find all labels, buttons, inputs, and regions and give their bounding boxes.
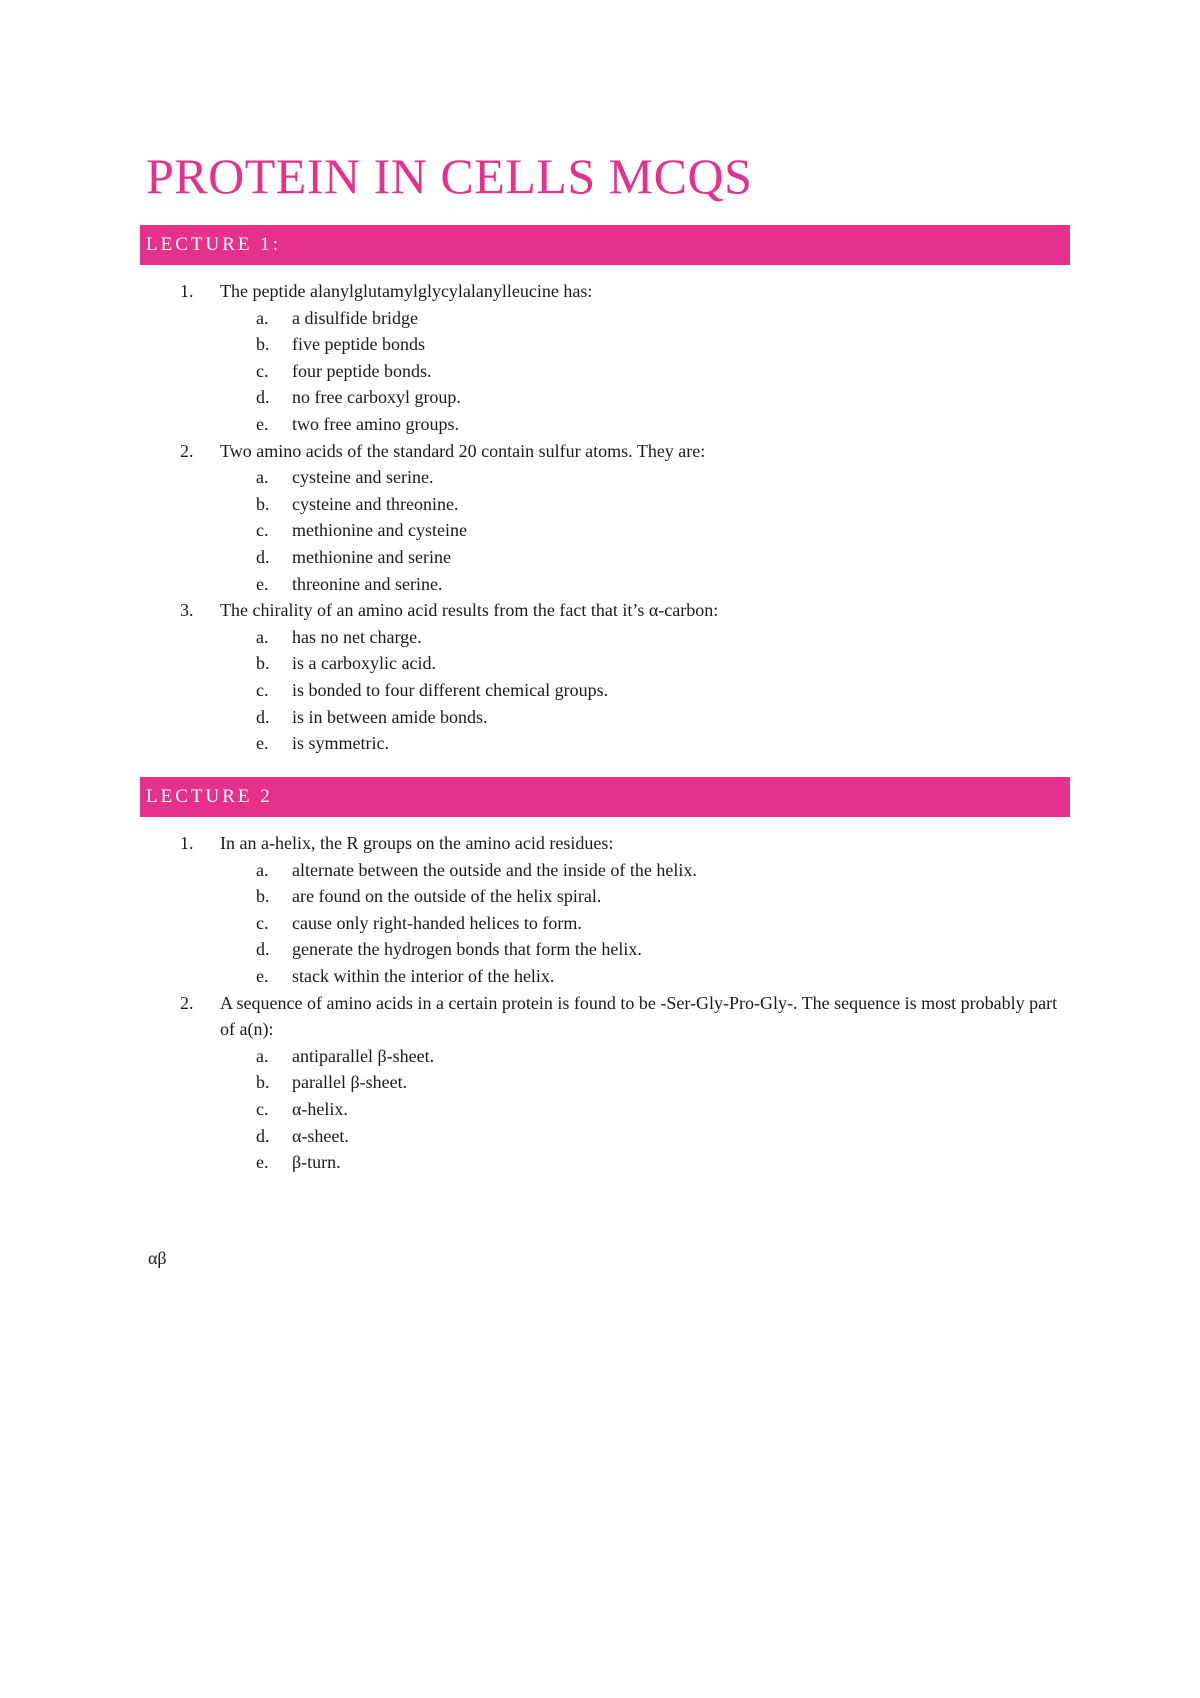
option-item bbox=[140, 963, 1070, 990]
option-letter: d. bbox=[256, 546, 270, 567]
option-item bbox=[140, 464, 1070, 491]
question-text: A sequence of amino acids in a certain protein is found to be -Ser-Gly-Pro-Gly-. The sequence is most probably part of a(n): bbox=[220, 992, 1058, 1040]
section-heading: LECTURE 2 bbox=[140, 777, 1070, 817]
question-item bbox=[140, 597, 1070, 757]
option-list bbox=[140, 857, 1070, 990]
option-item bbox=[140, 331, 1070, 358]
option-text: four peptide bonds. bbox=[292, 360, 432, 381]
section-lecture-2 bbox=[140, 777, 1070, 1176]
option-list bbox=[140, 305, 1070, 438]
option-text: methionine and serine bbox=[292, 546, 451, 567]
question-text: The peptide alanylglutamylglycylalanylleucine has: bbox=[220, 281, 593, 301]
option-text: cause only right-handed helices to form. bbox=[292, 912, 582, 933]
greek-symbols-note: αβ bbox=[148, 1248, 167, 1268]
question-text: In an a-helix, the R groups on the amino acid residues: bbox=[220, 833, 614, 853]
option-item bbox=[140, 857, 1070, 884]
option-text: α-helix. bbox=[292, 1098, 348, 1119]
option-letter: a. bbox=[256, 307, 269, 328]
option-letter: c. bbox=[256, 360, 269, 381]
section-lecture-1 bbox=[140, 225, 1070, 757]
section-heading: LECTURE 1: bbox=[140, 225, 1070, 265]
option-letter: c. bbox=[256, 1098, 269, 1119]
option-letter: e. bbox=[256, 573, 269, 594]
question-number: 2. bbox=[180, 440, 194, 461]
question-text: Two amino acids of the standard 20 contain sulfur atoms. They are: bbox=[220, 440, 706, 461]
option-text: five peptide bonds bbox=[292, 334, 425, 355]
question-item bbox=[140, 830, 1070, 990]
option-text: no free carboxyl group. bbox=[292, 387, 461, 408]
option-text: parallel β-sheet. bbox=[292, 1072, 408, 1093]
option-item bbox=[140, 1123, 1070, 1150]
option-item bbox=[140, 1069, 1070, 1096]
option-item bbox=[140, 910, 1070, 937]
option-letter: c. bbox=[256, 679, 269, 700]
option-letter: d. bbox=[256, 939, 270, 960]
question-number: 1. bbox=[180, 281, 194, 301]
option-item bbox=[140, 305, 1070, 332]
question-number: 2. bbox=[180, 992, 194, 1013]
question-list bbox=[140, 830, 1070, 1176]
option-letter: b. bbox=[256, 1072, 270, 1093]
option-letter: b. bbox=[256, 334, 270, 355]
option-letter: d. bbox=[256, 706, 270, 727]
option-item bbox=[140, 411, 1070, 438]
option-letter: e. bbox=[256, 413, 269, 434]
question-list bbox=[140, 278, 1070, 757]
option-text: stack within the interior of the helix. bbox=[292, 965, 555, 986]
option-item bbox=[140, 1096, 1070, 1123]
question-number: 1. bbox=[180, 833, 194, 853]
option-item bbox=[140, 624, 1070, 651]
page-title: PROTEIN IN CELLS MCQS bbox=[146, 148, 753, 204]
option-letter: a. bbox=[256, 467, 269, 488]
option-text: a disulfide bridge bbox=[292, 307, 418, 328]
option-text: has no net charge. bbox=[292, 626, 422, 647]
option-text: methionine and cysteine bbox=[292, 520, 467, 541]
option-item bbox=[140, 883, 1070, 910]
option-list bbox=[140, 1043, 1070, 1176]
option-text: alternate between the outside and the inside of the helix. bbox=[292, 859, 697, 880]
option-item bbox=[140, 704, 1070, 731]
option-letter: a. bbox=[256, 859, 269, 880]
option-item bbox=[140, 936, 1070, 963]
question-number: 3. bbox=[180, 600, 194, 621]
option-item bbox=[140, 491, 1070, 518]
option-item bbox=[140, 677, 1070, 704]
option-text: β-turn. bbox=[292, 1152, 341, 1173]
option-text: two free amino groups. bbox=[292, 413, 459, 434]
option-letter: c. bbox=[256, 912, 269, 933]
option-text: threonine and serine. bbox=[292, 573, 443, 594]
option-item bbox=[140, 650, 1070, 677]
option-text: antiparallel β-sheet. bbox=[292, 1045, 435, 1066]
option-item bbox=[140, 730, 1070, 757]
option-letter: d. bbox=[256, 1125, 270, 1146]
option-text: is symmetric. bbox=[292, 733, 389, 754]
option-letter: a. bbox=[256, 1045, 269, 1066]
option-letter: e. bbox=[256, 1152, 269, 1173]
option-letter: c. bbox=[256, 520, 269, 541]
option-text: is bonded to four different chemical groups. bbox=[292, 679, 609, 700]
option-letter: e. bbox=[256, 965, 269, 986]
question-text: The chirality of an amino acid results from the fact that it’s α-carbon: bbox=[220, 600, 719, 621]
option-letter: b. bbox=[256, 653, 270, 674]
option-letter: d. bbox=[256, 387, 270, 408]
option-item bbox=[140, 1043, 1070, 1070]
option-letter: e. bbox=[256, 733, 269, 754]
option-text: cysteine and threonine. bbox=[292, 493, 459, 514]
option-text: is a carboxylic acid. bbox=[292, 653, 436, 674]
option-letter: a. bbox=[256, 626, 269, 647]
option-item bbox=[140, 571, 1070, 598]
option-letter: b. bbox=[256, 886, 270, 907]
option-text: generate the hydrogen bonds that form the helix. bbox=[292, 939, 642, 960]
option-list bbox=[140, 464, 1070, 597]
option-text: is in between amide bonds. bbox=[292, 706, 488, 727]
question-item bbox=[140, 278, 1070, 438]
option-item bbox=[140, 358, 1070, 385]
option-item bbox=[140, 544, 1070, 571]
option-text: are found on the outside of the helix spiral. bbox=[292, 886, 602, 907]
question-item bbox=[140, 990, 1070, 1176]
question-item bbox=[140, 438, 1070, 598]
option-letter: b. bbox=[256, 493, 270, 514]
option-item bbox=[140, 517, 1070, 544]
option-item bbox=[140, 1149, 1070, 1176]
option-text: α-sheet. bbox=[292, 1125, 349, 1146]
option-item bbox=[140, 384, 1070, 411]
option-list bbox=[140, 624, 1070, 757]
option-text: cysteine and serine. bbox=[292, 467, 434, 488]
